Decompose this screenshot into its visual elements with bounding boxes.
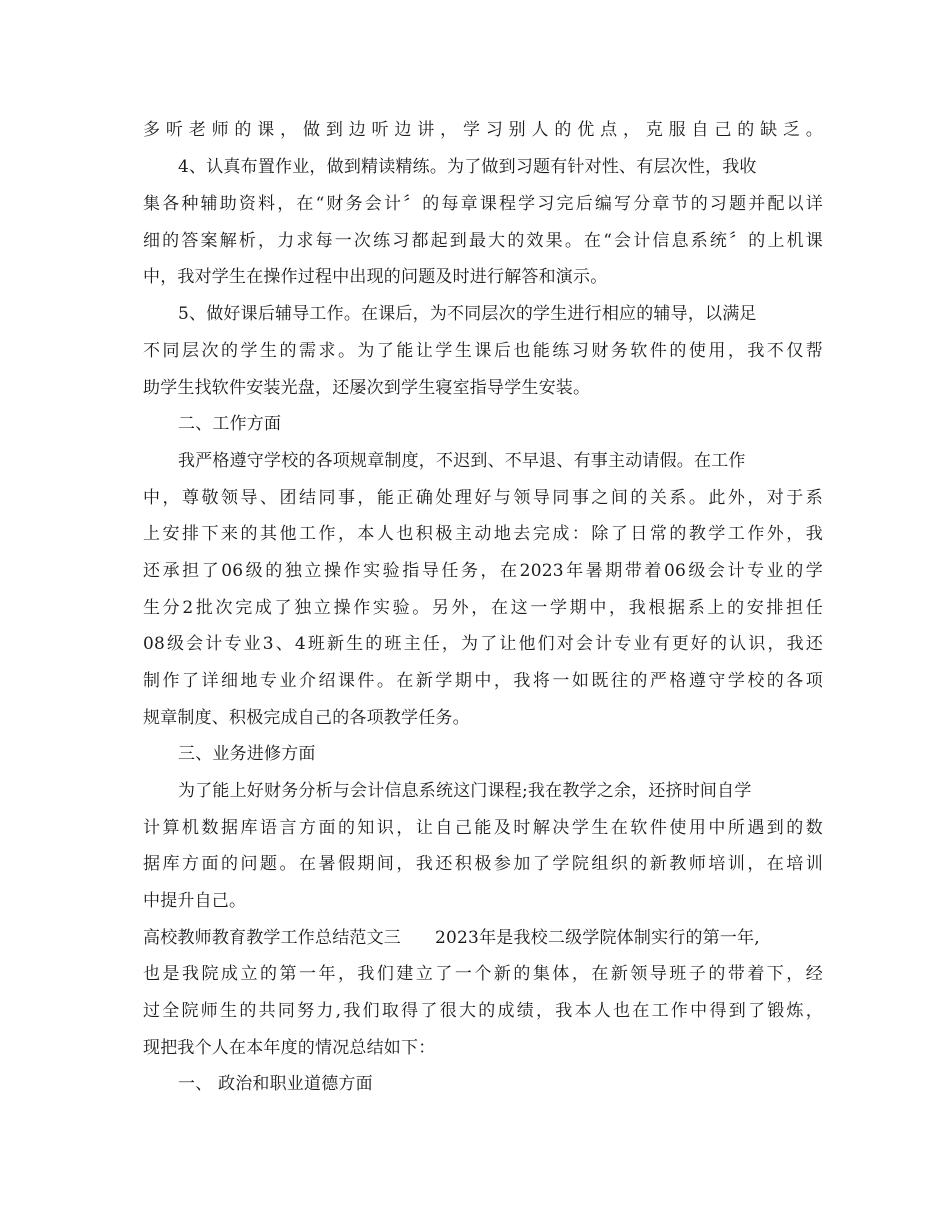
paragraph-line: 4、认真布置作业，做到精读精练。为了做到习题有针对性、有层次性，我收 [178,157,757,177]
paragraph-line: 还承担了06级的独立操作实验指导任务，在2023年暑期带着06级会计专业的学 [143,561,823,581]
article-title: 高校教师教育教学工作总结范文三 [143,928,401,948]
article-title-line [143,927,823,949]
section-heading: 二、工作方面 [178,414,282,434]
paragraph-line: 2023年是我校二级学院体制实行的第一年, [435,928,760,948]
section-heading: 一、 政治和职业道德方面 [178,1074,373,1094]
paragraph-line: 制作了详细地专业介绍课件。在新学期中，我将一如既往的严格遵守学校的各项 [143,671,823,691]
paragraph-line: 助学生找软件安装光盘，还屡次到学生寝室指导学生安装。 [143,378,591,398]
paragraph-line: 计算机数据库语言方面的知识，让自己能及时解决学生在软件使用中所遇到的数 [143,818,823,838]
paragraph-line: 也是我院成立的第一年，我们建立了一个新的集体，在新领导班子的带着下，经 [143,964,823,984]
paragraph-line: 中提升自己。 [143,891,247,911]
paragraph-line: 为了能上好财务分析与会计信息系统这门课程;我在教学之余，还挤时间自学 [178,781,752,801]
paragraph-line: 中，我对学生在操作过程中出现的问题及时进行解答和演示。 [143,267,608,287]
paragraph-line: 5、做好课后辅导工作。在课后，为不同层次的学生进行相应的辅导，以满足 [178,304,757,324]
paragraph-line: 现把我个人在本年度的情况总结如下： [143,1038,436,1058]
paragraph-line: 过全院师生的共同努力,我们取得了很大的成绩，我本人也在工作中得到了锻炼， [143,1001,823,1021]
paragraph-line: 不同层次的学生的需求。为了能让学生课后也能练习财务软件的使用，我不仅帮 [143,341,823,361]
paragraph-line: 多听老师的课，做到边听边讲，学习别人的优点，克服自己的缺乏。 [143,120,823,140]
paragraph-line: 规章制度、积极完成自己的各项教学任务。 [143,708,470,728]
paragraph-line: 集各种辅助资料，在“财务会计〞的每章课程学习完后编写分章节的习题并配以详 [143,194,823,214]
paragraph-line: 据库方面的问题。在暑假期间，我还积极参加了学院组织的新教师培训，在培训 [143,854,823,874]
paragraph-line: 中，尊敬领导、团结同事，能正确处理好与领导同事之间的关系。此外，对于系 [143,488,823,508]
paragraph-line: 08级会计专业3、4班新生的班主任，为了让他们对会计专业有更好的认识，我还 [143,634,823,654]
paragraph-line: 生分2批次完成了独立操作实验。另外，在这一学期中，我根据系上的安排担任 [143,598,823,618]
section-heading: 三、业务进修方面 [178,744,316,764]
paragraph-line: 细的答案解析，力求每一次练习都起到最大的效果。在“会计信息系统〞的上机课 [143,231,823,251]
paragraph-line: 我严格遵守学校的各项规章制度，不迟到、不早退、有事主动请假。在工作 [178,451,746,471]
paragraph-line: 上安排下来的其他工作，本人也积极主动地去完成：除了日常的教学工作外，我 [143,524,823,544]
